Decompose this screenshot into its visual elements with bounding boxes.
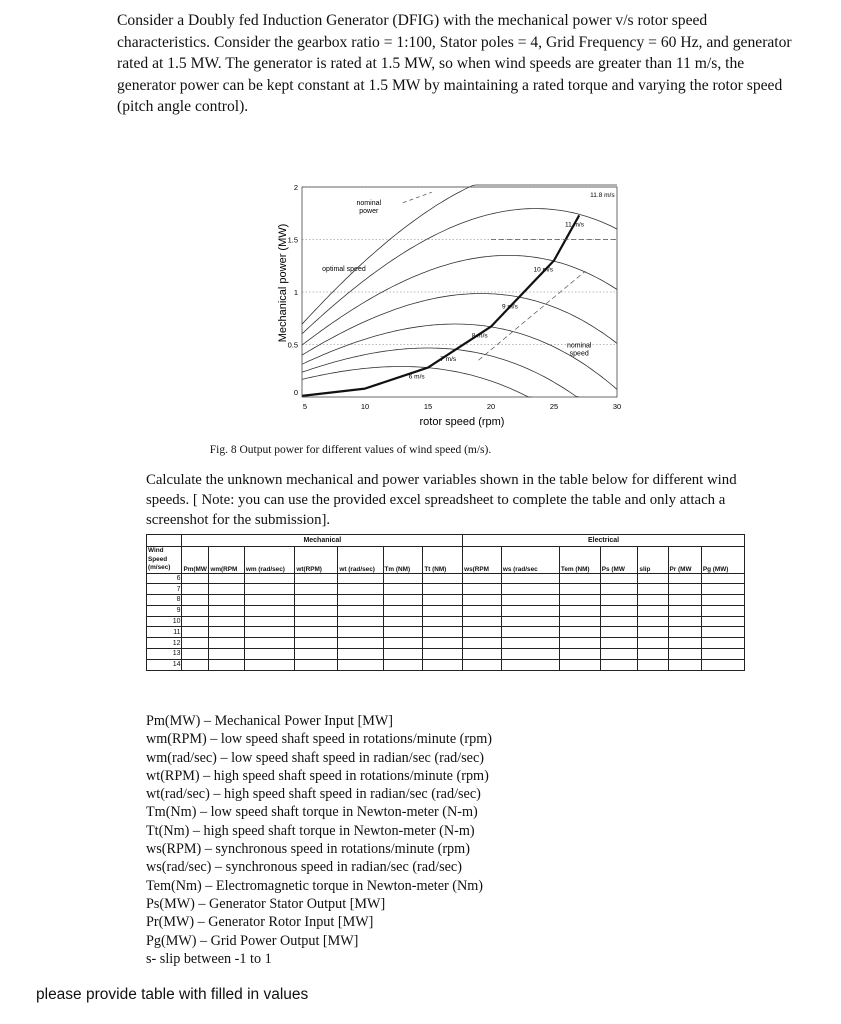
empty-value-cell[interactable] [295,659,338,670]
empty-value-cell[interactable] [501,584,559,595]
empty-value-cell[interactable] [501,595,559,606]
empty-value-cell[interactable] [182,573,209,584]
empty-value-cell[interactable] [668,605,701,616]
header-cell: Pm(MW [182,547,209,574]
empty-value-cell[interactable] [209,605,244,616]
empty-value-cell[interactable] [638,616,668,627]
empty-value-cell[interactable] [638,584,668,595]
wind-speed-cell: 7 [147,584,182,595]
empty-value-cell[interactable] [463,616,502,627]
group-electrical: Electrical [463,535,745,547]
empty-value-cell[interactable] [338,605,383,616]
empty-value-cell[interactable] [638,605,668,616]
empty-value-cell[interactable] [244,627,295,638]
nominal-speed-label: speed [569,350,589,358]
empty-value-cell[interactable] [423,627,463,638]
empty-value-cell[interactable] [501,627,559,638]
x-tick-label: 20 [486,402,496,411]
x-tick-label: 10 [360,402,370,411]
definition-line: s- slip between -1 to 1 [146,950,272,967]
wind-speed-label: 8 m/s [471,332,488,340]
empty-value-cell[interactable] [423,605,463,616]
empty-value-cell[interactable] [338,659,383,670]
empty-value-cell[interactable] [638,595,668,606]
empty-value-cell[interactable] [383,584,423,595]
wind-speed-cell: 13 [147,649,182,660]
wind-speed-label: 10 m/s [533,266,553,274]
empty-value-cell[interactable] [559,595,600,606]
definition-line: Pm(MW) – Mechanical Power Input [MW] [146,713,394,729]
wind-speed-cell: 12 [147,638,182,649]
table-row [147,605,745,616]
empty-value-cell[interactable] [463,659,502,670]
empty-value-cell[interactable] [638,627,668,638]
empty-value-cell[interactable] [209,649,244,660]
empty-value-cell[interactable] [423,584,463,595]
table-row [147,616,745,627]
empty-value-cell[interactable] [600,616,638,627]
header-cell: wm(RPM [209,547,244,574]
header-cell: ws (rad/sec [501,547,559,574]
empty-value-cell[interactable] [701,605,744,616]
empty-value-cell[interactable] [295,573,338,584]
empty-value-cell[interactable] [244,595,295,606]
user-request: please provide table with filled in values [36,986,309,1003]
chart-tick-labels [288,183,622,411]
empty-value-cell[interactable] [501,605,559,616]
definition-line: Tm(Nm) – low speed shaft torque in Newton-meter (N-m) [146,804,478,821]
definition-line: Pr(MW) – Generator Rotor Input [MW] [146,914,374,931]
empty-value-cell[interactable] [463,605,502,616]
y-tick-label: 0 [293,388,298,397]
y-axis-label: Mechanical power (MW) [277,223,289,343]
empty-value-cell[interactable] [383,627,423,638]
empty-value-cell[interactable] [244,584,295,595]
empty-value-cell[interactable] [701,649,744,660]
empty-value-cell[interactable] [244,649,295,660]
empty-value-cell[interactable] [638,659,668,670]
empty-value-cell[interactable] [295,649,338,660]
y-tick-label: 1 [293,288,298,297]
empty-value-cell[interactable] [559,649,600,660]
chart-curves [302,185,617,397]
group-spacer [147,535,182,547]
empty-value-cell[interactable] [600,659,638,670]
header-cell: slip [638,547,668,574]
wind-speed-label: 7 m/s [440,355,457,363]
empty-value-cell[interactable] [209,627,244,638]
empty-value-cell[interactable] [338,638,383,649]
definition-line: wm(rad/sec) – low speed shaft speed in radian/sec (rad/sec) [146,749,484,766]
definition-line: Tem(Nm) – Electromagnetic torque in Newton-meter (Nm) [146,877,484,894]
empty-value-cell[interactable] [383,649,423,660]
wind-speed-cell: 10 [147,616,182,627]
empty-value-cell[interactable] [600,573,638,584]
empty-value-cell[interactable] [209,659,244,670]
empty-value-cell[interactable] [423,638,463,649]
definition-line: ws(RPM) – synchronous speed in rotations/minute (rpm) [146,841,470,858]
table-row [147,659,745,670]
definition-line: Ps(MW) – Generator Stator Output [MW] [146,895,386,912]
empty-value-cell[interactable] [182,638,209,649]
empty-value-cell[interactable] [383,573,423,584]
definition-line: ws(rad/sec) – synchronous speed in radian/sec (rad/sec) [146,859,462,876]
wind-speed-cell: 8 [147,595,182,606]
variable-definitions [146,712,646,968]
header-cell: Tem (NM) [559,547,600,574]
table-row [147,649,745,660]
empty-value-cell[interactable] [182,616,209,627]
empty-value-cell[interactable] [182,584,209,595]
results-table [146,534,745,671]
empty-value-cell[interactable] [701,616,744,627]
header-cell: Pr (MW [668,547,701,574]
empty-value-cell[interactable] [463,595,502,606]
header-cell: wm (rad/sec) [244,547,295,574]
empty-value-cell[interactable] [423,616,463,627]
empty-value-cell[interactable] [559,584,600,595]
empty-value-cell[interactable] [701,573,744,584]
empty-value-cell[interactable] [463,584,502,595]
empty-value-cell[interactable] [338,595,383,606]
empty-value-cell[interactable] [295,616,338,627]
empty-value-cell[interactable] [338,584,383,595]
wind-curve [302,185,617,324]
empty-value-cell[interactable] [668,638,701,649]
empty-value-cell[interactable] [209,584,244,595]
empty-value-cell[interactable] [244,605,295,616]
empty-value-cell[interactable] [182,659,209,670]
empty-value-cell[interactable] [463,627,502,638]
calculation-instructions: Calculate the unknown mechanical and power variables shown in the table below for different wind speeds. [ Note: you can use the provided excel spreadsheet to complete the table and only attach a screenshot for the submission]. [146,472,737,528]
results-table-container [146,534,745,671]
header-wind-speed [147,547,182,574]
problem-statement: Consider a Doubly fed Induction Generator (DFIG) with the mechanical power v/s rotor speed characteristics. Consider the gearbox ratio = 1:100, Stator poles = 4, Grid Frequency = 60 Hz, and generator rated at 1.5 MW. The generator is rated at 1.5 MW, so when wind speeds are greater than 11 m/s, the generator power can be kept constant at 1.5 MW by maintaining a rated torque and varying the rotor speed (pitch angle control). [117,12,792,115]
table-row [147,627,745,638]
definition-line: wt(RPM) – high speed shaft speed in rotations/minute (rpm) [146,767,489,784]
definition-line: wm(RPM) – low speed shaft speed in rotations/minute (rpm) [146,731,492,748]
empty-value-cell[interactable] [668,649,701,660]
wind-speed-cell: 9 [147,605,182,616]
empty-value-cell[interactable] [244,659,295,670]
empty-value-cell[interactable] [668,616,701,627]
empty-value-cell[interactable] [668,584,701,595]
empty-value-cell[interactable] [423,649,463,660]
x-tick-label: 15 [423,402,433,411]
empty-value-cell[interactable] [701,627,744,638]
empty-value-cell[interactable] [701,595,744,606]
empty-value-cell[interactable] [600,595,638,606]
empty-value-cell[interactable] [423,595,463,606]
empty-value-cell[interactable] [182,627,209,638]
empty-value-cell[interactable] [559,627,600,638]
table-row [147,573,745,584]
empty-value-cell[interactable] [182,595,209,606]
empty-value-cell[interactable] [701,638,744,649]
nominal-power-label: nominal [356,199,382,207]
nominal-speed-label: nominal [566,342,592,350]
empty-value-cell[interactable] [668,627,701,638]
definition-line: wt(rad/sec) – high speed shaft speed in radian/sec (rad/sec) [146,786,481,803]
wind-speed-label: 11 m/s [564,221,585,229]
empty-value-cell[interactable] [295,605,338,616]
empty-value-cell[interactable] [295,595,338,606]
empty-value-cell[interactable] [559,616,600,627]
x-tick-label: 30 [612,402,622,411]
empty-value-cell[interactable] [501,638,559,649]
x-tick-label: 5 [302,402,308,411]
empty-value-cell[interactable] [244,616,295,627]
empty-value-cell[interactable] [559,605,600,616]
table-row [147,638,745,649]
empty-value-cell[interactable] [668,573,701,584]
wind-speed-cell: 6 [147,573,182,584]
header-wind-line: (m/sec) [148,564,171,571]
header-cell: wt(RPM) [295,547,338,574]
header-cell: wt (rad/sec) [338,547,383,574]
optimal-speed-label: optimal speed [322,266,366,273]
wind-speed-label: 9 m/s [501,303,518,311]
x-axis-label: rotor speed (rpm) [419,416,505,428]
empty-value-cell[interactable] [244,573,295,584]
header-cell: Tm (NM) [383,547,423,574]
empty-value-cell[interactable] [209,573,244,584]
definition-line: Pg(MW) – Grid Power Output [MW] [146,932,359,949]
nominal-power-label: power [359,207,379,215]
empty-value-cell[interactable] [638,638,668,649]
empty-value-cell[interactable] [600,638,638,649]
header-cell: ws(RPM [463,547,502,574]
table-header-row [147,547,745,574]
table-row [147,584,745,595]
x-tick-label: 25 [549,402,559,411]
header-wind-line: Wind [148,547,164,554]
header-cell: Tt (NM) [423,547,463,574]
table-row [147,595,745,606]
power-vs-rotor-speed-chart [272,175,642,445]
empty-value-cell[interactable] [638,573,668,584]
empty-value-cell[interactable] [463,638,502,649]
empty-value-cell[interactable] [383,638,423,649]
empty-value-cell[interactable] [383,659,423,670]
empty-value-cell[interactable] [295,584,338,595]
empty-value-cell[interactable] [209,595,244,606]
empty-value-cell[interactable] [383,595,423,606]
y-tick-label: 1.5 [287,235,298,245]
empty-value-cell[interactable] [338,627,383,638]
figure-caption: Fig. 8 Output power for different values of wind speed (m/s). [209,444,492,456]
wind-speed-cell: 11 [147,627,182,638]
empty-value-cell[interactable] [463,573,502,584]
empty-value-cell[interactable] [668,595,701,606]
nominal-power-leader [403,192,432,203]
empty-value-cell[interactable] [295,638,338,649]
wind-speed-label: 11.8 m/s [590,192,615,199]
wind-speed-cell: 14 [147,659,182,670]
empty-value-cell[interactable] [559,573,600,584]
empty-value-cell[interactable] [383,616,423,627]
empty-value-cell[interactable] [338,649,383,660]
empty-value-cell[interactable] [383,605,423,616]
empty-value-cell[interactable] [209,638,244,649]
empty-value-cell[interactable] [423,659,463,670]
empty-value-cell[interactable] [423,573,463,584]
header-cell: Ps (MW [600,547,638,574]
group-mechanical: Mechanical [182,535,463,547]
empty-value-cell[interactable] [600,627,638,638]
table-group-row [147,535,745,547]
header-wind-line: Speed [148,555,168,563]
empty-value-cell[interactable] [701,659,744,670]
wind-speed-label: 6 m/s [408,373,425,381]
definition-line: Tt(Nm) – high speed shaft torque in Newton-meter (N-m) [146,822,475,839]
empty-value-cell[interactable] [182,605,209,616]
empty-value-cell[interactable] [638,649,668,660]
empty-value-cell[interactable] [559,638,600,649]
empty-value-cell[interactable] [701,584,744,595]
empty-value-cell[interactable] [182,649,209,660]
empty-value-cell[interactable] [600,605,638,616]
empty-value-cell[interactable] [501,573,559,584]
header-cell: Pg (MW) [701,547,744,574]
empty-value-cell[interactable] [209,616,244,627]
y-tick-label: 2 [293,183,298,192]
empty-value-cell[interactable] [501,649,559,660]
empty-value-cell[interactable] [600,584,638,595]
empty-value-cell[interactable] [244,638,295,649]
empty-value-cell[interactable] [338,616,383,627]
empty-value-cell[interactable] [600,649,638,660]
empty-value-cell[interactable] [501,659,559,670]
empty-value-cell[interactable] [501,616,559,627]
empty-value-cell[interactable] [338,573,383,584]
y-tick-label: 0.5 [287,340,298,350]
empty-value-cell[interactable] [463,649,502,660]
empty-value-cell[interactable] [668,659,701,670]
empty-value-cell[interactable] [295,627,338,638]
empty-value-cell[interactable] [559,659,600,670]
